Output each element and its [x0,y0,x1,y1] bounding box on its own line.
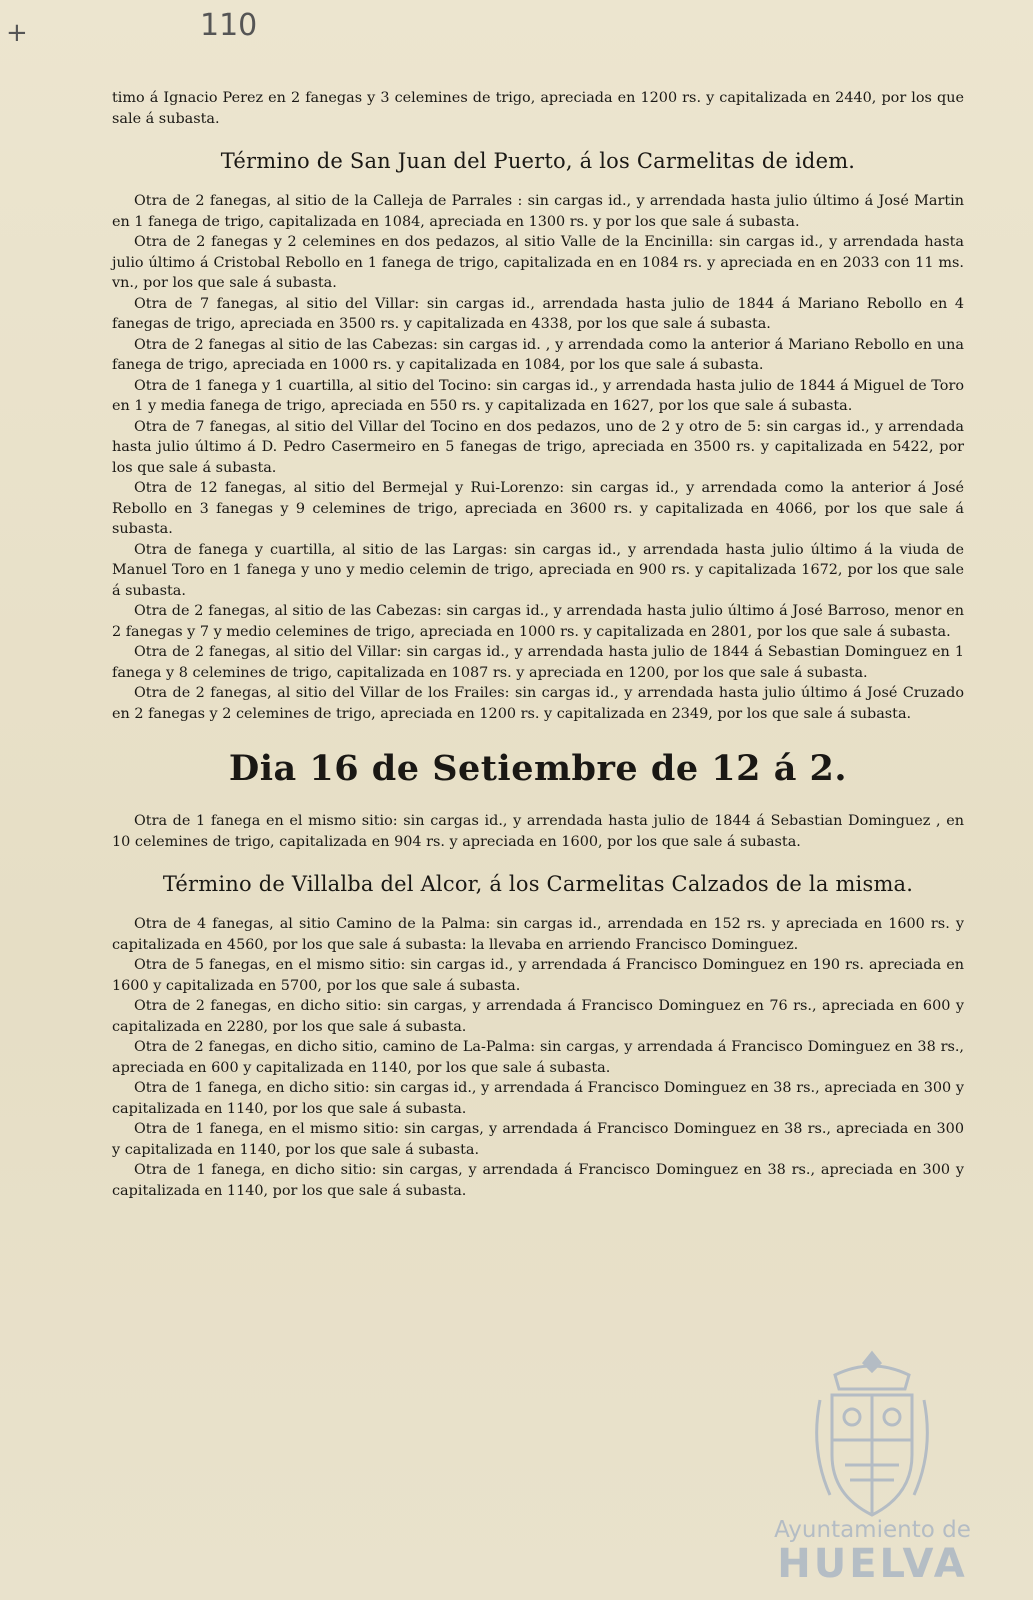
entry: Otra de 2 fanegas, al sitio del Villar de los Frailes: sin cargas id., y arrendada hasta julio último á José Cruzado en 2 fanegas y 2 celemines de trigo, apreciada en 1200 rs. y capitalizada en 2349, por los que sale á subasta. [112,685,964,722]
margin-note-top: 110 [200,8,258,43]
watermark-line-2: HUELVA [777,1541,968,1587]
section-title-villalba: Término de Villalba del Alcor, á los Carmelitas Calzados de la misma. [162,872,914,896]
entry: Otra de 7 fanegas, al sitio del Villar: sin cargas id., arrendada hasta julio de 1844 á Mariano Rebollo en 4 fanegas de trigo, apreciada en 3500 rs. y capitalizada en 4338, por los que sale á subasta. [112,295,964,332]
section-title-san-juan: Término de San Juan del Puerto, á los Carmelitas de idem. [220,149,856,173]
entry: Otra de 2 fanegas, al sitio de la Calleja de Parrales : sin cargas id., y arrendada hasta julio último á José Martin en 1 fanega de trigo, capitalizada en 1084, apreciada en 1300 rs. y por los que sale á subasta. [112,193,964,230]
entry: Otra de 1 fanega en el mismo sitio: sin cargas id., y arrendada hasta julio de 1844 á Sebastian Dominguez , en 10 celemines de trigo, capitalizada en 904 rs. y apreciada en 1600, por los que sale á subasta. [112,813,964,850]
entry: Otra de 12 fanegas, al sitio del Bermejal y Rui-Lorenzo: sin cargas id., y arrendada como la anterior á José Rebollo en 3 fanegas y 9 celemines de trigo, apreciada en 3600 rs. y capitalizada en 4066, por los que sale á subasta. [112,480,964,537]
entry: Otra de fanega y cuartilla, al sitio de las Largas: sin cargas id., y arrendada hasta julio último á la viuda de Manuel Toro en 1 fanega y uno y medio celemin de trigo, apreciada en 900 rs. y capitalizada 1672, por los que sale á subasta. [112,541,964,599]
document-body [112,88,964,1201]
entry: Otra de 4 fanegas, al sitio Camino de la Palma: sin cargas id., arrendada en 152 rs. y apreciada en 1600 rs. y capitalizada en 4560, por los que sale á subasta: la llevaba en arriendo Francisco Dominguez. [112,916,964,953]
ayuntamiento-watermark [740,1345,1005,1585]
entry: Otra de 2 fanegas, al sitio de las Cabezas: sin cargas id., y arrendada hasta julio último á José Barroso, menor en 2 fanegas y 7 y medio celemines de trigo, apreciada en 1000 rs. y capitalizada en 2801, por los que sale á subasta. [112,603,964,640]
intro-paragraph: timo á Ignacio Perez en 2 fanegas y 3 celemines de trigo, apreciada en 1200 rs. y capitalizada en 2440, por los que sale á subasta. [112,90,964,127]
entry: Otra de 1 fanega, en dicho sitio: sin cargas, y arrendada á Francisco Dominguez en 38 rs., apreciada en 300 y capitalizada en 1140, por los que sale á subasta. [112,1162,964,1199]
entry: Otra de 1 fanega, en el mismo sitio: sin cargas, y arrendada á Francisco Dominguez en 38 rs., apreciada en 300 y capitalizada en 1140, por los que sale á subasta. [112,1121,964,1158]
date-heading: Dia 16 de Setiembre de 12 á 2. [228,748,848,789]
entry: Otra de 2 fanegas, en dicho sitio: sin cargas, y arrendada á Francisco Dominguez en 76 rs., apreciada en 600 y capitalizada en 2280, por los que sale á subasta. [112,998,964,1035]
entry: Otra de 1 fanega, en dicho sitio: sin cargas id., y arrendada á Francisco Dominguez en 38 rs., apreciada en 300 y capitalizada en 1140, por los que sale á subasta. [112,1080,964,1117]
section-villalba-entries [112,914,964,1201]
section-san-juan-entries [112,191,964,724]
watermark-line-1: Ayuntamiento de [774,1517,971,1543]
entry: Otra de 7 fanegas, al sitio del Villar del Tocino en dos pedazos, uno de 2 y otro de 5: sin cargas id., y arrendada hasta julio último á D. Pedro Casermeiro en 5 fanegas de trigo, apreciada en 3500 rs. y capitalizada en 5422, por los que sale á subasta. [112,418,964,476]
coat-of-arms-icon [740,1345,1005,1520]
entry: Otra de 2 fanegas y 2 celemines en dos pedazos, al sitio Valle de la Encinilla: sin cargas id., y arrendada hasta julio último á Cristobal Rebollo en 1 fanega de trigo, capitalizada en en 1084 rs. y apreciada en en 2033 con 11 ms. vn., por los que sale á subasta. [112,234,964,291]
entry: Otra de 5 fanegas, en el mismo sitio: sin cargas id., y arrendada á Francisco Dominguez en 190 rs. apreciada en 1600 y capitalizada en 5700, por los que sale á subasta. [112,957,964,994]
entry: Otra de 2 fanegas al sitio de las Cabezas: sin cargas id. , y arrendada como la anterior á Mariano Rebollo en una fanega de trigo, apreciada en 1000 rs. y capitalizada en 1084, por los que sale á subasta. [112,336,964,373]
entry: Otra de 2 fanegas, al sitio del Villar: sin cargas id., y arrendada hasta julio de 1844 á Sebastian Dominguez en 1 fanega y 8 celemines de trigo, capitalizada en 1087 rs. y apreciada en 1200, por los que sale á subasta. [112,644,964,681]
entry: Otra de 2 fanegas, en dicho sitio, camino de La-Palma: sin cargas, y arrendada á Francisco Dominguez en 38 rs., apreciada en 600 y capitalizada en 1140, por los que sale á subasta. [112,1039,964,1076]
margin-note-left: + [6,18,28,48]
entry: Otra de 1 fanega y 1 cuartilla, al sitio del Tocino: sin cargas id., y arrendada hasta julio de 1844 á Miguel de Toro en 1 y media fanega de trigo, apreciada en 550 rs. y capitalizada en 1627, por los que sale á subasta. [112,377,964,414]
